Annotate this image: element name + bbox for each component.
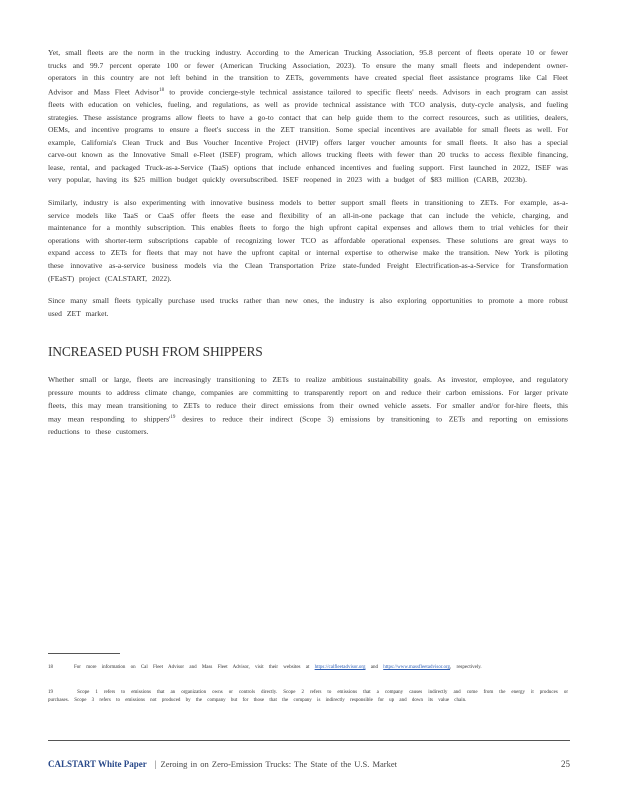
paragraph-small-fleets [48,47,568,187]
footnote-18 [48,664,568,672]
page-footer [48,759,570,769]
mass-fleet-advisor-link[interactable]: https://www.massfleetadvisor.org [383,665,451,670]
footnote-text: , respectively. [450,665,482,670]
cal-fleet-advisor-link[interactable]: https://calfleetadvisor.org [314,665,366,670]
section-heading: INCREASED PUSH FROM SHIPPERS [48,344,263,360]
footnote-number: 19 [48,690,53,695]
footer-brand: CALSTART White Paper [48,759,147,769]
paragraph-shippers [48,374,568,439]
paragraph-text: Whether small or large, fleets are increasingly transitioning to ZETs to realize ambitious sustainability goals. As investor, employee, and regulatory pressure mounts to address climate change, companies are committing to transparently report on and reduce their carbon emissions. For larger private fleets, this may mean transitioning to ZETs to reduce their direct emissions from their owned vehicle assets. For smaller and/or for-hire fleets, this may mean responding to shippers' [48,375,568,424]
footnote-19 [48,689,568,705]
footer-separator: | [154,759,157,769]
footnote-number: 18 [48,665,53,670]
page-body [48,40,568,439]
footnote-divider [48,653,120,654]
paragraph-used-market: Since many small fleets typically purchase used trucks rather than new ones, the industry is also exploring opportunities to promote a more robust used ZET market. [48,296,568,318]
paragraph-text: desires to reduce their indirect (Scope 3) emissions by transitioning to ZETs and reporting on emissions reductions to these customers. [48,414,568,437]
footnote-ref-18[interactable]: 18 [159,87,165,93]
paragraph-text: Yet, small fleets are the norm in the trucking industry. According to the American Trucking Association, 95.8 percent of fleets operate 10 or fewer trucks and 99.7 percent operate 100 or fewer (American Trucking Association, 2023). To ensure the many small fleets and independent owner-operators in this country are not left behind in the transition to ZETs, governments have created special fleet assistance programs like Cal Fleet Advisor and Mass Fleet Advisor [48,48,568,97]
paragraph-business-models: Similarly, industry is also experimenting with innovative business models to better support small fleets in transitioning to ZETs. For example, as-a-service models like TaaS or CaaS offer fleets the ease and flexibility of an all-in-one package that can include the vehicle, charging, and maintenance for a monthly subscription. This enables fleets to forgo the high upfront capital expenses and allows them to trial vehicles for their operations with shorter-term subscriptions capable of recognizing lower TCO as affordable operational expenses. These solutions are great ways to expand access to ZETs for fleets that may not have the upfront capital or internal expertise to otherwise make the transition. New York is piloting these innovative as-a-service business models via the Clean Transportation Prize state-funded Freight Electrification-as-a-Service for Transformation (FEaST) project (CALSTART, 2022). [48,198,568,283]
footnote-text: For more information on Cal Fleet Advisor and Mass Fleet Advisor, visit their websites at [74,665,310,670]
footer-title: Zeroing in on Zero-Emission Trucks: The State of the U.S. Market [160,759,397,769]
footnote-text: Scope 1 refers to emissions that an organization owns or controls directly. Scope 2 refers to emissions that a company causes indirectly and come from the energy it produces or purchases. Scope 3 refers to emissions not produced by the company but for those that the company is indirectly responsible for up and down its value chain. [48,690,569,703]
footnote-text: and [370,665,378,670]
page-number: 25 [561,759,570,769]
paragraph-text: to provide concierge-style technical assistance tailored to specific fleets' needs. Advisors in each program can assist fleets with education on vehicles, fueling, and regulations, as well as provide technical assistance with TCO analysis, duty-cycle analysis, and fueling strategies. These assistance programs allow fleets to have a go-to contact that can help guide them to the correct resources, such as utilities, dealers, OEMs, and incentive programs to ensure a fleet's success in the ZET transition. Some special incentives are available for small fleets as well. For example, California's Clean Truck and Bus Voucher Incentive Project (HVIP) offers larger voucher amounts for small fleets. It also has a special carve-out known as the Innovative Small e-Fleet (ISEF) program, which allows trucking fleets with fewer than 20 trucks to access flexible financing, lease, rental, and packaged Truck-as-a-Service (TaaS) options that include enhanced incentives and fueling support. First launched in 2022, ISEF was very popular, having its $25 million budget quickly oversubscribed. ISEF reopened in 2023 with a budget of $83 million (CARB, 2023b). [48,87,568,185]
footer-divider [48,740,570,741]
footnote-ref-19[interactable]: 19 [170,415,176,421]
